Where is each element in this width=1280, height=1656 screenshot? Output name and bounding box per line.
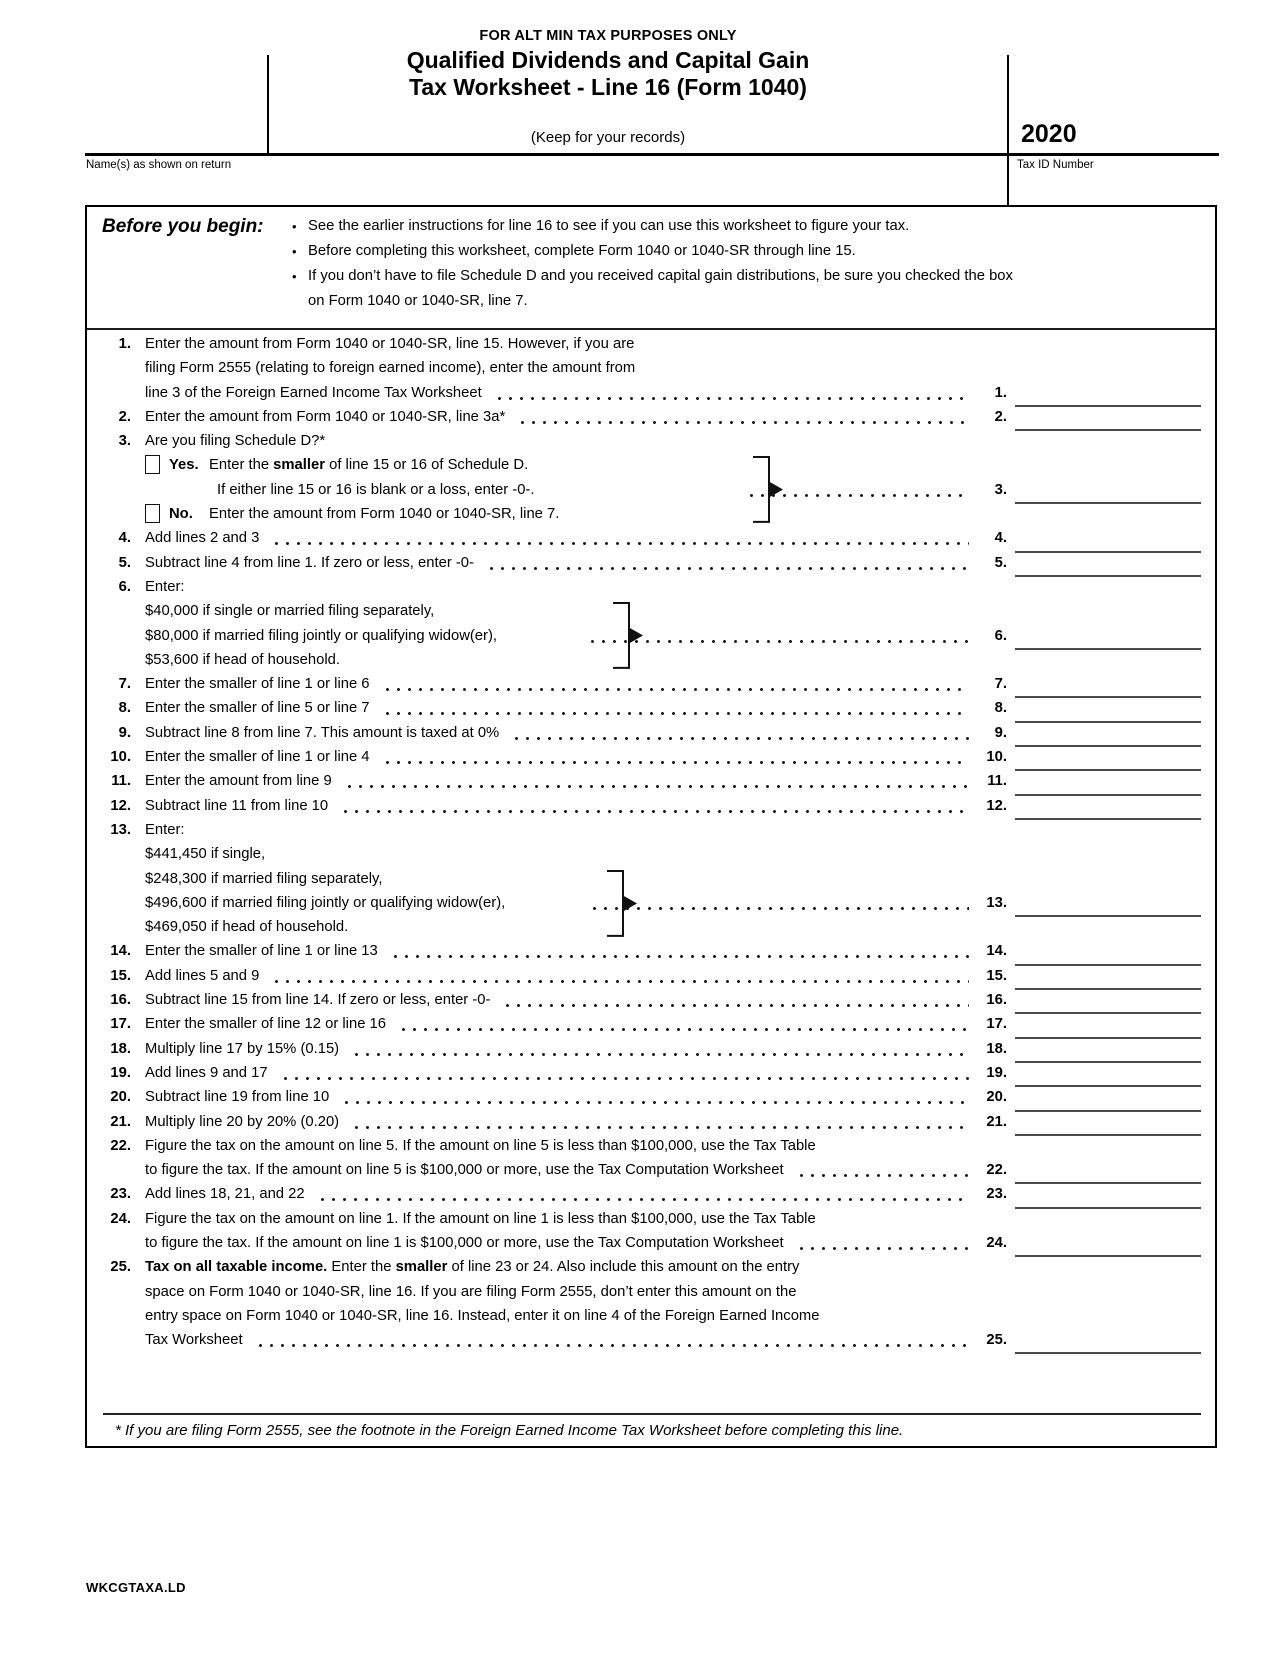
line-6-row-3 (145, 624, 1201, 648)
line-text: to figure the tax. If the amount on line 5 is $100,000 or more, use the Tax Computation Worksheet (145, 1162, 784, 1179)
dot-leader (500, 988, 969, 1012)
choice-bracket-arrow-icon (603, 602, 645, 669)
line-text: Enter the smaller of line 1 or line 6 (145, 676, 370, 693)
line-number: 3. (118, 433, 131, 450)
form-title-line-2: Tax Worksheet - Line 16 (Form 1040) (409, 74, 807, 100)
line-25-amount-field[interactable] (1015, 1330, 1201, 1354)
line-9-amount-field[interactable] (1015, 723, 1201, 747)
line-number: 22. (110, 1137, 131, 1154)
dot-leader (278, 1061, 969, 1085)
line-text: Subtract line 19 from line 10 (145, 1089, 330, 1106)
line-21-amount-field[interactable] (1015, 1112, 1201, 1136)
line-18-row-1 (145, 1037, 1201, 1061)
line-number: 10. (110, 749, 131, 766)
dot-leader (315, 1182, 969, 1206)
line-number: 13. (110, 821, 131, 838)
line-22-amount-field[interactable] (1015, 1160, 1201, 1184)
line-ref-number: 2. (994, 408, 1007, 425)
worksheet-line-15 (87, 964, 1215, 988)
worksheet-line-6 (87, 575, 1215, 672)
line-number: 20. (110, 1089, 131, 1106)
line-16-amount-field[interactable] (1015, 990, 1201, 1014)
keep-for-records-note: (Keep for your records) (530, 129, 686, 146)
line-24-row-1 (145, 1207, 1201, 1231)
worksheet-line-22 (87, 1134, 1215, 1183)
alt-min-banner: FOR ALT MIN TAX PURPOSES ONLY (479, 28, 737, 44)
line-ref-number: 8. (994, 700, 1007, 717)
line-7-amount-field[interactable] (1015, 674, 1201, 698)
line-ref-number: 19. (986, 1064, 1007, 1081)
line-13-row-2 (145, 842, 1201, 866)
worksheet-line-14 (87, 939, 1215, 963)
dot-leader (484, 551, 969, 575)
name-label: Name(s) as shown on return (86, 159, 232, 171)
line-text: Enter: (145, 578, 185, 595)
bullet-icon: • (292, 219, 297, 234)
before-you-begin-bullets (292, 214, 1013, 314)
line-6-row-2 (145, 599, 1201, 623)
worksheet-line-12 (87, 794, 1215, 818)
line-23-amount-field[interactable] (1015, 1184, 1201, 1208)
line-4-amount-field[interactable] (1015, 528, 1201, 552)
line-6-row-1 (145, 575, 1201, 599)
line-13-amount-field[interactable] (1015, 893, 1201, 917)
worksheet-line-5 (87, 551, 1215, 575)
dot-leader (396, 1012, 969, 1036)
line-3-row-4 (145, 502, 1201, 526)
line-ref-number: 14. (986, 943, 1007, 960)
line-number: 24. (110, 1210, 131, 1227)
line-ref-number: 17. (986, 1016, 1007, 1033)
line-text: Multiply line 17 by 15% (0.15) (145, 1040, 340, 1057)
line-number: 5. (118, 554, 131, 571)
form-title-block (268, 28, 948, 101)
line-ref-number: 13. (986, 894, 1007, 911)
worksheet-line-2 (87, 405, 1215, 429)
dot-leader (509, 721, 969, 745)
line-17-row-1 (145, 1012, 1201, 1036)
dot-leader (794, 1158, 969, 1182)
line-text: If either line 15 or 16 is blank or a loss, enter -0-. (217, 481, 535, 498)
line-number: 9. (118, 724, 131, 741)
worksheet-line-9 (87, 721, 1215, 745)
tax-year: 2020 (1021, 120, 1077, 148)
line-25-row-2 (145, 1280, 1201, 1304)
line-number: 21. (110, 1113, 131, 1130)
line-text: Enter the smaller of line 15 or 16 of Schedule D. (209, 457, 529, 474)
line-25-row-4 (145, 1328, 1201, 1352)
line-ref-number: 15. (986, 967, 1007, 984)
line-number: 1. (118, 336, 131, 352)
bullet-text: If you don’t have to file Schedule D and you received capital gain distributions, be sure you checked the box (308, 268, 1013, 284)
line-number: 15. (110, 967, 131, 984)
line-text: Subtract line 8 from line 7. This amount is taxed at 0% (145, 724, 500, 741)
worksheet-line-1 (87, 332, 1215, 405)
line-text: $40,000 if single or married filing separately, (145, 603, 435, 620)
worksheet-line-25 (87, 1255, 1215, 1352)
line-text: Add lines 18, 21, and 22 (145, 1186, 305, 1203)
dot-leader (794, 1231, 969, 1255)
line-text: $80,000 if married filing jointly or qualifying widow(er), (145, 627, 497, 644)
line-1-row-1 (145, 332, 1201, 356)
line-ref-number: 6. (994, 627, 1007, 644)
line-text: Enter the smaller of line 12 or line 16 (145, 1016, 386, 1033)
line-ref-number: 12. (986, 797, 1007, 814)
line-number: 8. (118, 700, 131, 717)
choice-bracket-arrow-icon (743, 456, 785, 523)
line-19-amount-field[interactable] (1015, 1063, 1201, 1087)
line-text: Tax Worksheet (145, 1332, 243, 1349)
line-19-row-1 (145, 1061, 1201, 1085)
worksheet-line-8 (87, 696, 1215, 720)
line-number: 17. (110, 1016, 131, 1033)
line-1-amount-field[interactable] (1015, 383, 1201, 407)
line-ref-number: 24. (986, 1234, 1007, 1251)
line-text: Figure the tax on the amount on line 1. If the amount on line 1 is less than $100,000, use the Tax Table (145, 1210, 816, 1227)
line-25-row-3 (145, 1304, 1201, 1328)
dot-leader (342, 769, 969, 793)
line-24-row-2 (145, 1231, 1201, 1255)
line-ref-number: 4. (994, 530, 1007, 547)
line-text: $469,050 if head of household. (145, 919, 349, 936)
line-13-row-1 (145, 818, 1201, 842)
line-text: Are you filing Schedule D?* (145, 433, 326, 450)
line-ref-number: 20. (986, 1089, 1007, 1106)
dot-leader (388, 939, 969, 963)
line-text: space on Form 1040 or 1040-SR, line 16. If you are filing Form 2555, don’t enter this amount on the (145, 1283, 797, 1300)
line-ref-number: 25. (986, 1332, 1007, 1349)
worksheet-line-20 (87, 1085, 1215, 1109)
line-2-row-1 (145, 405, 1201, 429)
line-12-amount-field[interactable] (1015, 796, 1201, 820)
checkbox-label: Yes. (169, 457, 199, 474)
line-9-row-1 (145, 721, 1201, 745)
line-20-amount-field[interactable] (1015, 1087, 1201, 1111)
footnote-rule (103, 1413, 1201, 1415)
line-5-row-1 (145, 551, 1201, 575)
line-ref-number: 21. (986, 1113, 1007, 1130)
line-text: Enter the amount from Form 1040 or 1040-SR, line 7. (209, 506, 560, 523)
line-13-row-4 (145, 891, 1201, 915)
line-11-row-1 (145, 769, 1201, 793)
bullet-spacer (292, 289, 308, 314)
line-2-amount-field[interactable] (1015, 407, 1201, 431)
line-number: 11. (111, 773, 131, 790)
tax-id-label: Tax ID Number (1017, 159, 1094, 171)
line-number: 6. (118, 578, 131, 595)
line-14-row-1 (145, 939, 1201, 963)
worksheet-line-23 (87, 1182, 1215, 1206)
choice-bracket-arrow-icon (597, 870, 639, 937)
line-3-row-2 (145, 453, 1201, 477)
line-4-row-1 (145, 526, 1201, 550)
line-text: Enter the amount from line 9 (145, 773, 332, 790)
line-number: 19. (110, 1064, 131, 1081)
line-16-row-1 (145, 988, 1201, 1012)
line-ref-number: 10. (986, 749, 1007, 766)
line-15-amount-field[interactable] (1015, 966, 1201, 990)
worksheet-line-11 (87, 769, 1215, 793)
line-number: 14. (110, 943, 131, 960)
line-20-row-1 (145, 1085, 1201, 1109)
line-6-row-4 (145, 648, 1201, 672)
line-text: Multiply line 20 by 20% (0.20) (145, 1113, 340, 1130)
dot-leader (269, 526, 969, 550)
line-number: 25. (110, 1259, 131, 1276)
line-ref-number: 23. (986, 1186, 1007, 1203)
line-text: entry space on Form 1040 or 1040-SR, line 16. Instead, enter it on line 4 of the Foreign Earned Income (145, 1307, 820, 1324)
line-21-row-1 (145, 1110, 1201, 1134)
line-text: Add lines 2 and 3 (145, 530, 260, 547)
line-8-amount-field[interactable] (1015, 698, 1201, 722)
line-text: $441,450 if single, (145, 846, 266, 863)
bullet-icon: • (292, 244, 297, 259)
line-24-amount-field[interactable] (1015, 1233, 1201, 1257)
worksheet-line-16 (87, 988, 1215, 1012)
header-rule (85, 153, 1219, 156)
line-text: Enter the smaller of line 5 or line 7 (145, 700, 370, 717)
worksheet-line-4 (87, 526, 1215, 550)
line-text: $496,600 if married filing jointly or qualifying widow(er), (145, 894, 506, 911)
line-number: 2. (118, 408, 131, 425)
line-7-row-1 (145, 672, 1201, 696)
line-ref-number: 9. (994, 724, 1007, 741)
line-number: 12. (110, 797, 131, 814)
line-text: Subtract line 15 from line 14. If zero or less, enter -0- (145, 992, 491, 1009)
before-you-begin-section (87, 207, 1215, 330)
dot-leader (269, 964, 969, 988)
line-ref-number: 18. (986, 1040, 1007, 1057)
worksheet-box (85, 205, 1217, 1448)
dot-leader (380, 672, 969, 696)
line-ref-number: 7. (994, 676, 1007, 693)
line-23-row-1 (145, 1182, 1201, 1206)
line-ref-number: 16. (986, 992, 1007, 1009)
line-15-row-1 (145, 964, 1201, 988)
line-ref-number: 22. (986, 1162, 1007, 1179)
line-8-row-1 (145, 696, 1201, 720)
line-ref-number: 1. (994, 384, 1007, 401)
dot-leader (380, 745, 969, 769)
yes-checkbox[interactable] (145, 455, 160, 474)
line-18-amount-field[interactable] (1015, 1039, 1201, 1063)
line-1-row-3 (145, 381, 1201, 405)
line-text: Enter the smaller of line 1 or line 13 (145, 943, 378, 960)
line-25-row-1 (145, 1255, 1201, 1279)
worksheet-line-7 (87, 672, 1215, 696)
bullet-text: Before completing this worksheet, complete Form 1040 or 1040-SR through line 15. (308, 243, 856, 259)
line-17-amount-field[interactable] (1015, 1014, 1201, 1038)
before-bullet-row (292, 239, 1013, 264)
line-22-row-2 (145, 1158, 1201, 1182)
line-number: 7. (118, 676, 131, 693)
dot-leader (515, 405, 969, 429)
line-text: Enter the amount from Form 1040 or 1040-SR, line 15. However, if you are (145, 336, 635, 352)
line-text: Add lines 5 and 9 (145, 967, 260, 984)
checkbox-label: No. (169, 506, 193, 523)
line-text: $248,300 if married filing separately, (145, 870, 383, 887)
line-text: filing Form 2555 (relating to foreign earned income), enter the amount from (145, 360, 636, 377)
before-bullet-row (292, 264, 1013, 289)
line-12-row-1 (145, 794, 1201, 818)
line-number: 4. (118, 530, 131, 547)
line-ref-number: 5. (994, 554, 1007, 571)
line-14-amount-field[interactable] (1015, 941, 1201, 965)
line-text: Enter: (145, 821, 185, 838)
worksheet-lines (87, 330, 1215, 1352)
dot-leader (253, 1328, 969, 1352)
line-5-amount-field[interactable] (1015, 553, 1201, 577)
no-checkbox[interactable] (145, 504, 160, 523)
header-divider-left (267, 55, 269, 154)
worksheet-line-10 (87, 745, 1215, 769)
worksheet-line-21 (87, 1110, 1215, 1134)
line-13-row-3 (145, 867, 1201, 891)
line-number: 18. (110, 1040, 131, 1057)
dot-leader (587, 891, 969, 915)
line-22-row-1 (145, 1134, 1201, 1158)
line-3-row-3 (145, 478, 1201, 502)
form-code: WKCGTAXA.LD (86, 1580, 186, 1595)
bullet-text: on Form 1040 or 1040-SR, line 7. (308, 293, 528, 309)
line-13-row-5 (145, 915, 1201, 939)
dot-leader (349, 1110, 969, 1134)
line-text: Subtract line 11 from line 10 (145, 797, 329, 814)
dot-leader (380, 696, 969, 720)
header-divider-right (1007, 55, 1009, 206)
line-3-amount-field[interactable] (1015, 480, 1201, 504)
line-text: to figure the tax. If the amount on line 1 is $100,000 or more, use the Tax Computation Worksheet (145, 1234, 784, 1251)
line-text: Add lines 9 and 17 (145, 1064, 268, 1081)
line-text: line 3 of the Foreign Earned Income Tax Worksheet (145, 384, 482, 401)
form-title-line-1: Qualified Dividends and Capital Gain (406, 47, 810, 73)
line-ref-number: 11. (987, 773, 1007, 790)
line-11-amount-field[interactable] (1015, 771, 1201, 795)
before-bullet-row (292, 289, 1013, 314)
dot-leader (492, 381, 969, 405)
bullet-text: See the earlier instructions for line 16 to see if you can use this worksheet to figure your tax. (308, 218, 910, 234)
line-text: Subtract line 4 from line 1. If zero or less, enter -0- (145, 554, 474, 571)
line-ref-number: 3. (994, 481, 1007, 498)
line-number: 16. (110, 992, 131, 1009)
line-text: Tax on all taxable income. Enter the smaller of line 23 or 24. Also include this amount on the entry (145, 1259, 800, 1276)
worksheet-line-24 (87, 1207, 1215, 1256)
worksheet-line-13 (87, 818, 1215, 939)
line-text: Enter the smaller of line 1 or line 4 (145, 749, 370, 766)
line-text: $53,600 if head of household. (145, 651, 340, 668)
worksheet-line-3 (87, 429, 1215, 526)
footnote: * If you are filing Form 2555, see the footnote in the Foreign Earned Income Tax Worksheet before completing this line. (115, 1422, 904, 1440)
before-bullet-row (292, 214, 1013, 239)
line-text: Enter the amount from Form 1040 or 1040-SR, line 3a* (145, 408, 506, 425)
dot-leader (349, 1037, 969, 1061)
bullet-icon: • (292, 269, 297, 284)
dot-leader (339, 1085, 969, 1109)
worksheet-line-19 (87, 1061, 1215, 1085)
line-1-row-2 (145, 356, 1201, 380)
line-10-row-1 (145, 745, 1201, 769)
line-10-amount-field[interactable] (1015, 747, 1201, 771)
line-text: Figure the tax on the amount on line 5. If the amount on line 5 is less than $100,000, use the Tax Table (145, 1137, 816, 1154)
worksheet-line-18 (87, 1037, 1215, 1061)
line-6-amount-field[interactable] (1015, 626, 1201, 650)
before-you-begin-label: Before you begin: (102, 216, 264, 237)
worksheet-line-17 (87, 1012, 1215, 1036)
line-number: 23. (110, 1186, 131, 1203)
dot-leader (338, 794, 969, 818)
line-3-row-1 (145, 429, 1201, 453)
